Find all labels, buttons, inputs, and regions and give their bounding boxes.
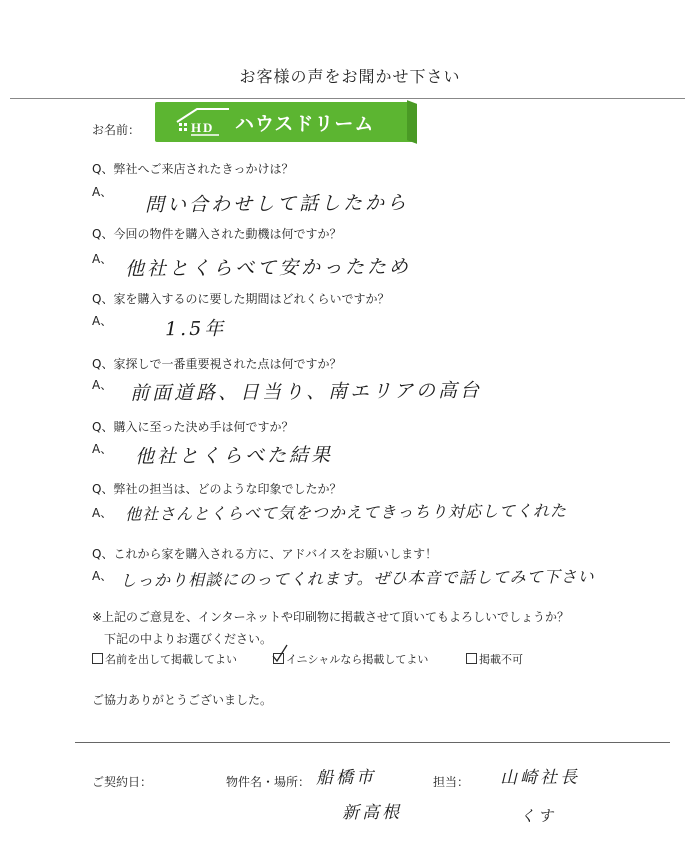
consent-option-initials[interactable]: イニシャルなら掲載してよい	[273, 651, 428, 667]
answer-3: 1.5年	[164, 317, 227, 341]
checkbox-icon[interactable]	[273, 653, 284, 664]
staff-label: 担当：	[433, 775, 470, 789]
checkbox-icon[interactable]	[92, 653, 103, 664]
logo-text: ハウスドリーム	[235, 113, 375, 135]
answer-7: しっかり相談にのってくれます。ぜひ本音で話してみて下さい	[119, 566, 595, 591]
consent-instruction: 下記の中よりお選びください。	[104, 632, 273, 646]
question-3: Q、家を購入するのに要した期間はどれくらいですか？	[92, 292, 390, 306]
consent-note: ※上記のご意見を、インターネットや印刷物に掲載させて頂いてもよろしいでしょうか？	[92, 610, 569, 624]
checkmark-icon	[272, 644, 288, 664]
question-1: Q、弊社へご来店されたきっかけは？	[92, 162, 294, 176]
answer-marker-1: A、	[92, 185, 113, 199]
checkbox-icon[interactable]	[466, 653, 477, 664]
answer-1: 問い合わせして話したから	[144, 191, 410, 217]
question-6: Q、弊社の担当は、どのような印象でしたか？	[92, 482, 342, 496]
footer-divider	[75, 742, 670, 743]
svg-text:H: H	[191, 120, 202, 135]
title-divider	[10, 98, 685, 99]
brand-logo	[155, 102, 413, 142]
house-icon	[175, 106, 231, 138]
answer-marker-6: A、	[92, 506, 113, 520]
property-value-line-1: 船橋市	[315, 767, 377, 789]
answer-marker-4: A、	[92, 378, 113, 392]
answer-marker-2: A、	[92, 252, 113, 266]
answer-2: 他社とくらべて安かったため	[124, 255, 412, 281]
question-5: Q、購入に至った決め手は何ですか？	[92, 420, 294, 434]
question-4: Q、家探しで一番重要視された点は何ですか？	[92, 357, 342, 371]
question-2: Q、今回の物件を購入された動機は何ですか？	[92, 227, 342, 241]
answer-5: 他社とくらべた結果	[134, 444, 334, 468]
thanks-text: ご協力ありがとうございました。	[92, 693, 273, 707]
consent-option-named[interactable]: 名前を出して掲載してよい	[92, 651, 237, 667]
property-value-line-2: 新高根	[341, 802, 403, 824]
page-title: お客様の声をお聞かせ下さい	[239, 67, 461, 86]
staff-value-line-2: くす	[519, 806, 557, 826]
answer-marker-3: A、	[92, 314, 113, 328]
name-label: お名前：	[92, 123, 141, 137]
contract-date-label: ご契約日：	[92, 775, 153, 789]
consent-option-none[interactable]: 掲載不可	[466, 651, 523, 667]
property-label: 物件名・場所：	[226, 775, 311, 789]
answer-marker-7: A、	[92, 569, 113, 583]
question-7: Q、これから家を購入される方に、アドバイスをお願いします！	[92, 547, 438, 561]
answer-6: 他社さんとくらべて気をつかえてきっちり対応してくれた	[124, 501, 568, 524]
staff-value-line-1: 山崎社長	[499, 767, 581, 789]
answer-4: 前面道路、日当り、南エリアの高台	[129, 379, 483, 405]
svg-text:D: D	[203, 120, 213, 135]
answer-marker-5: A、	[92, 442, 113, 456]
